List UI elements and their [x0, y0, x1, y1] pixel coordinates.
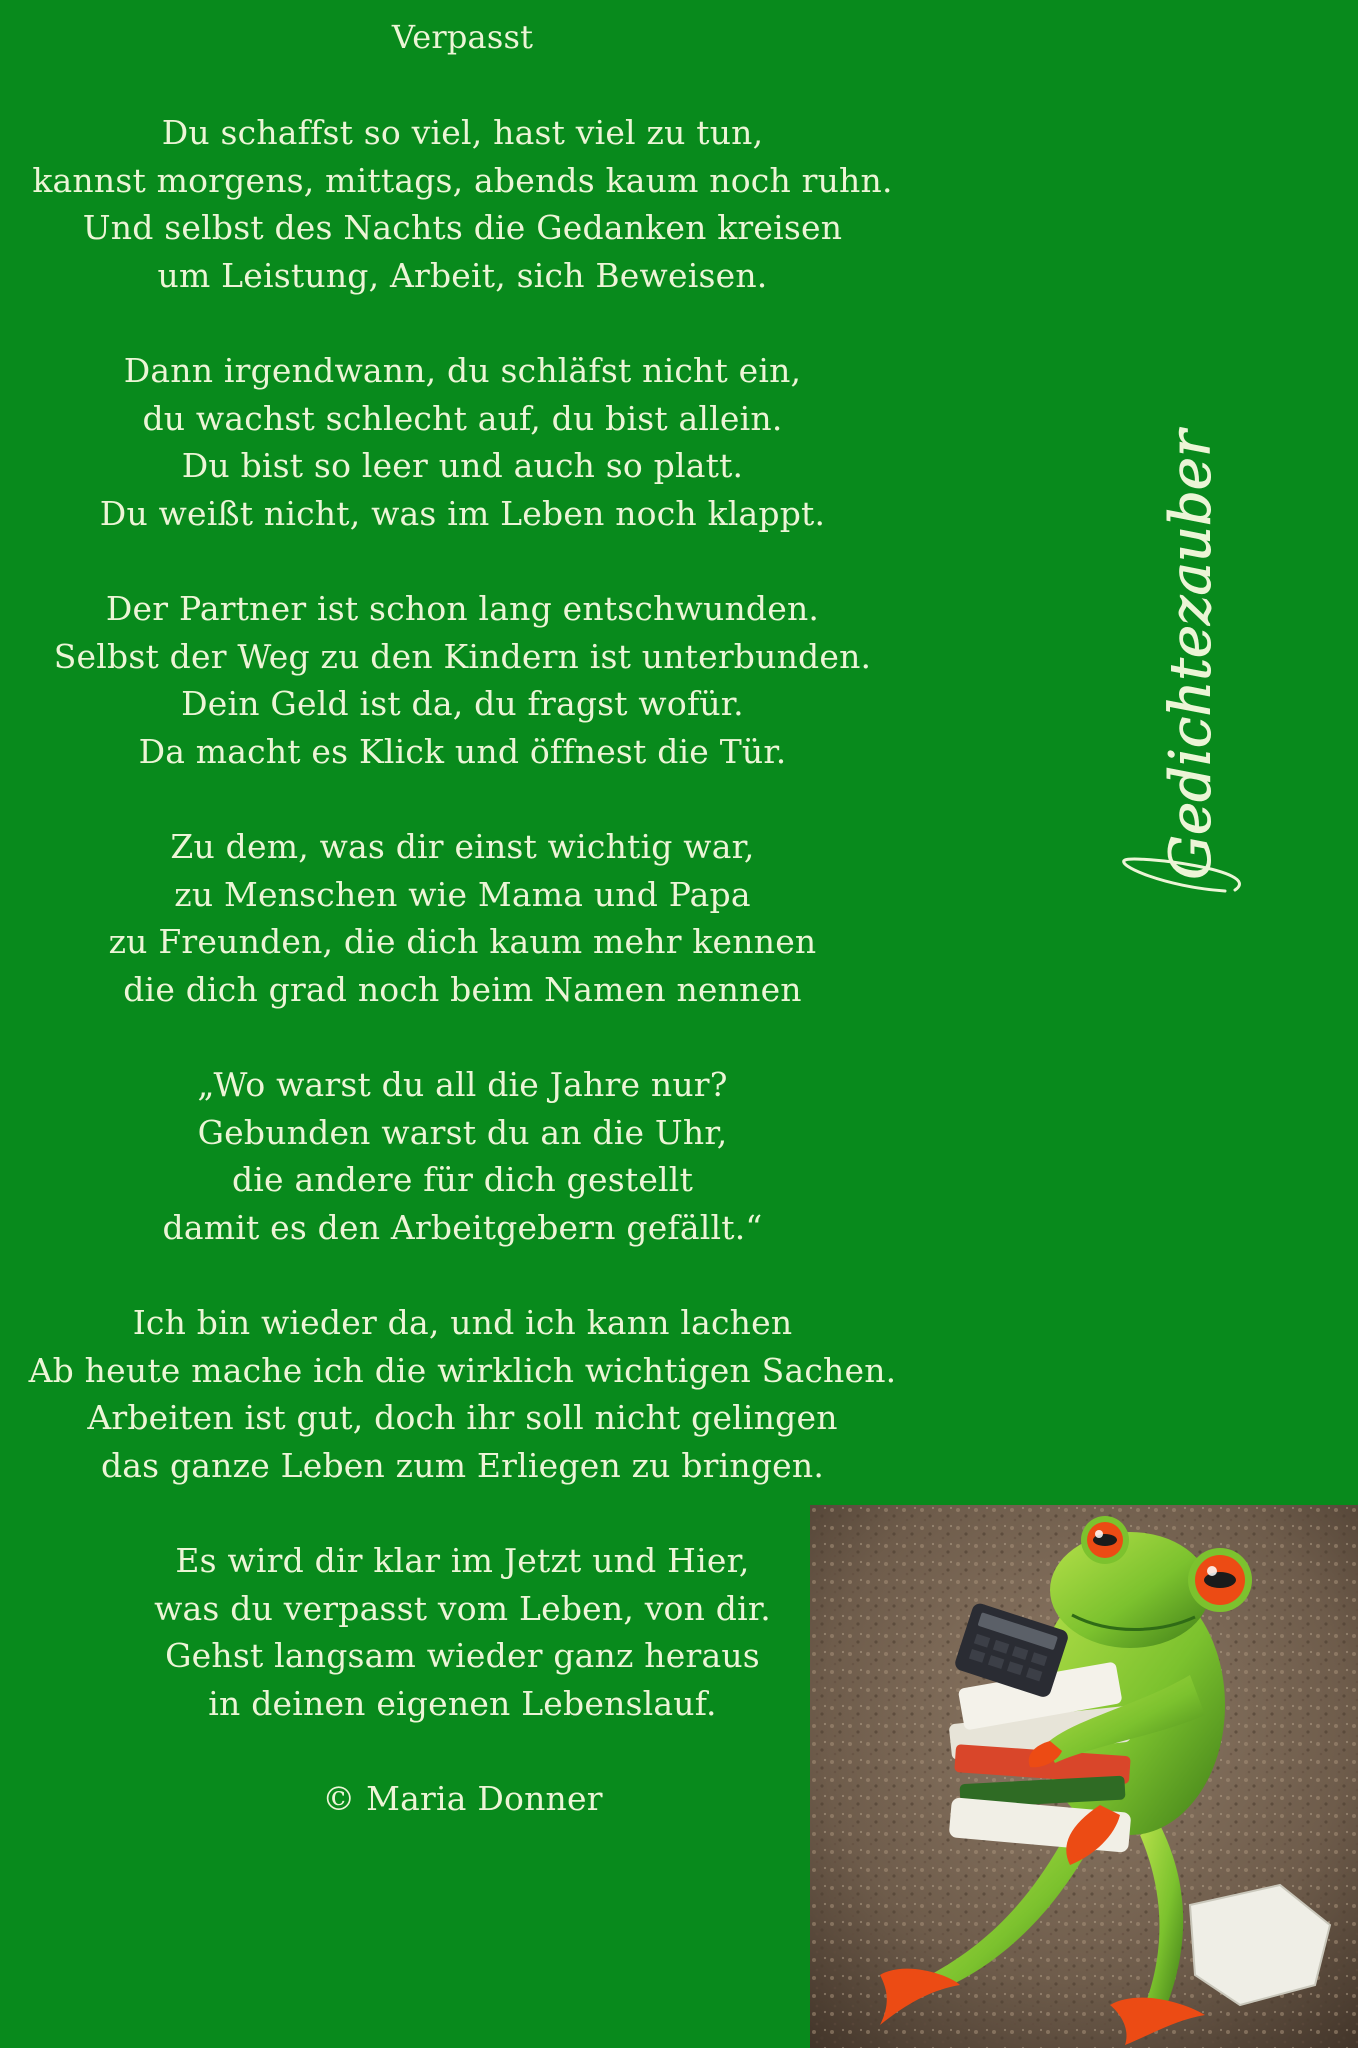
frog-eye	[1081, 1516, 1129, 1564]
poem-line: du wachst schlecht auf, du bist allein.	[142, 398, 783, 438]
signature-graphic	[1100, 410, 1280, 900]
poem-line: zu Menschen wie Mama und Papa	[174, 874, 751, 914]
poem-line: Ich bin wieder da, und ich kann lachen	[132, 1303, 793, 1343]
stanza-gap	[0, 1013, 925, 1061]
poem-line: Gebunden warst du an die Uhr,	[197, 1112, 728, 1152]
frog-illustration	[810, 1505, 1358, 2048]
stanza-gap	[0, 538, 925, 586]
poem-line: Und selbst des Nachts die Gedanken kreisen	[82, 208, 843, 248]
stanza-2	[0, 347, 925, 537]
stanza-gap	[0, 776, 925, 824]
signature-logo	[1100, 410, 1280, 900]
stanza-gap	[0, 300, 925, 348]
poem-line: das ganze Leben zum Erliegen zu bringen.	[100, 1445, 825, 1485]
poem-line: damit es den Arbeitgebern gefällt.“	[162, 1207, 763, 1247]
poem-title: Verpasst	[391, 18, 534, 56]
poem-line: Selbst der Weg zu den Kindern ist unterbunden.	[53, 636, 872, 676]
poem-line: „Wo warst du all die Jahre nur?	[197, 1065, 728, 1105]
stanza-gap	[0, 1251, 925, 1299]
stanza-5	[0, 1061, 925, 1251]
poem-line: Du weißt nicht, was im Leben noch klappt.	[99, 493, 826, 533]
frog-photo	[810, 1505, 1358, 2048]
stanza-3	[0, 585, 925, 775]
poem-line: die andere für dich gestellt	[231, 1160, 694, 1200]
poem-line: Es wird dir klar im Jetzt und Hier,	[175, 1541, 750, 1580]
stanza-4	[0, 823, 925, 1013]
poem-line: Der Partner ist schon lang entschwunden.	[105, 589, 820, 629]
poem-line: in deinen eigenen Lebenslauf.	[208, 1683, 717, 1723]
poem-line: Dein Geld ist da, du fragst wofür.	[181, 684, 744, 724]
poem-line: Dann irgendwann, du schläfst nicht ein,	[123, 351, 802, 391]
stanza-6	[0, 1299, 925, 1489]
stanza-gap	[0, 62, 925, 110]
stanza-1	[0, 109, 925, 299]
poem-line: Arbeiten ist gut, doch ihr soll nicht gelingen	[87, 1398, 838, 1438]
poem-line: Du bist so leer und auch so platt.	[181, 446, 744, 486]
copyright-notice: © Maria Donner	[322, 1778, 603, 1818]
poem-line: Da macht es Klick und öffnest die Tür.	[138, 731, 787, 771]
poem-line: Gehst langsam wieder ganz heraus	[165, 1636, 760, 1676]
signature-text: Gedichtezauber	[1158, 430, 1224, 880]
poem-line: um Leistung, Arbeit, sich Beweisen.	[157, 255, 768, 295]
poem-line: Ab heute mache ich die wirklich wichtigen Sachen.	[28, 1350, 897, 1390]
poem-line: zu Freunden, die dich kaum mehr kennen	[108, 922, 817, 962]
poem-line: Zu dem, was dir einst wichtig war,	[170, 827, 755, 867]
poem-line: kannst morgens, mittags, abends kaum noch ruhn.	[32, 160, 893, 200]
poem-text	[0, 14, 925, 1823]
poem-line: Du schaffst so viel, hast viel zu tun,	[161, 113, 764, 153]
stanza-7	[0, 1537, 925, 1727]
poem-line: was du verpasst vom Leben, von dir.	[154, 1588, 771, 1628]
stanza-gap	[0, 1489, 925, 1537]
poem-line: die dich grad noch beim Namen nennen	[123, 969, 802, 1009]
stanza-gap	[0, 1727, 925, 1775]
frog-eye	[1188, 1548, 1252, 1612]
